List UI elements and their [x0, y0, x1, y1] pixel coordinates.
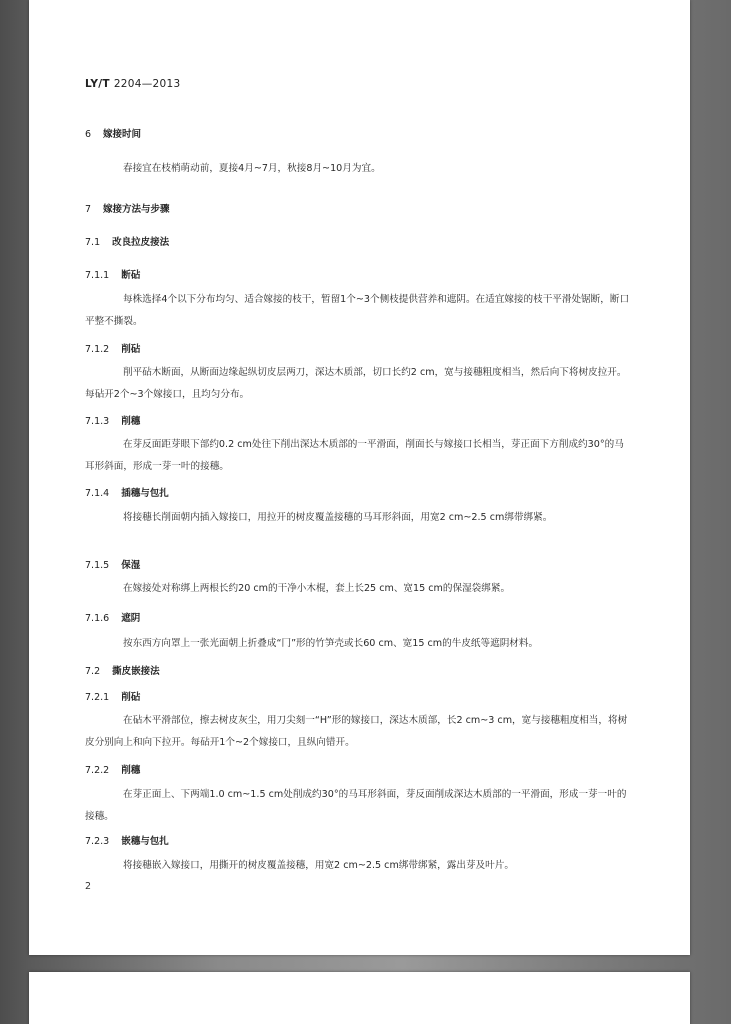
section-heading-7-1: 7.1 改良拉皮接法	[85, 237, 170, 248]
section-heading-7-1-6: 7.1.6 遮阴	[85, 613, 141, 624]
page-content	[29, 0, 690, 955]
section-heading-7-2: 7.2 撕皮嵌接法	[85, 666, 160, 677]
paragraph-7-2-3: 将接穗嵌入嫁接口，用撕开的树皮覆盖接穗，用宽2 cm~2.5 cm绑带绑紧，露出芽及叶片。	[123, 860, 514, 871]
section-heading-7-1-4: 7.1.4 插穗与包扎	[85, 488, 169, 499]
paragraph-7-1-6: 按东西方向罩上一张光面朝上折叠成“冂”形的竹笋壳或长60 cm、宽15 cm的牛皮纸等遮阴材料。	[123, 638, 539, 649]
section-heading-7-1-1: 7.1.1 断砧	[85, 270, 141, 281]
section-heading-7-1-2: 7.1.2 削砧	[85, 344, 141, 355]
section-heading-7-2-2: 7.2.2 削穗	[85, 765, 141, 776]
paragraph-7-1-3: 在芽反面距芽眼下部约0.2 cm处往下削出深达木质部的一平滑面，削面长与嫁接口长相当，芽正面下方削成约30°的马耳形斜面，形成一芽一叶的接穗。	[85, 439, 624, 472]
section-heading-7-1-3: 7.1.3 削穗	[85, 416, 141, 427]
next-document-page	[29, 972, 690, 1024]
standard-code-number: 2204—2013	[113, 78, 181, 90]
paragraph-6: 春接宜在枝梢萌动前，夏接4月~7月，秋接8月~10月为宜。	[123, 163, 381, 174]
page-number: 2	[85, 881, 92, 892]
paragraph-7-1-1: 每株选择4个以下分布均匀、适合嫁接的枝干，暂留1个~3个侧枝提供营养和遮阴。在适宜嫁接的枝干平滑处锯断，断口平整不撕裂。	[85, 294, 630, 327]
section-heading-7: 7 嫁接方法与步骤	[85, 204, 170, 215]
section-heading-7-2-1: 7.2.1 削砧	[85, 692, 141, 703]
section-heading-7-1-5: 7.1.5 保湿	[85, 560, 141, 571]
paragraph-7-1-5: 在嫁接处对称绑上两根长约20 cm的干净小木棍，套上长25 cm、宽15 cm的保湿袋绑紧。	[123, 583, 511, 594]
paragraph-7-2-1: 在砧木平滑部位，擦去树皮灰尘，用刀尖刻一“H”形的嫁接口，深达木质部，长2 cm~3 cm，宽与接穗粗度相当，将树皮分别向上和向下拉开。每砧开1个~2个嫁接口，且纵向错开。	[85, 715, 628, 748]
section-heading-7-2-3: 7.2.3 嵌穗与包扎	[85, 836, 169, 847]
standard-code-header	[85, 78, 180, 90]
standard-code-prefix: LY/T	[85, 78, 110, 90]
section-heading-6: 6 嫁接时间	[85, 129, 142, 140]
paragraph-7-1-4: 将接穗长削面朝内插入嫁接口，用拉开的树皮覆盖接穗的马耳形斜面，用宽2 cm~2.5 cm绑带绑紧。	[123, 512, 553, 523]
paragraph-7-2-2: 在芽正面上、下两端1.0 cm~1.5 cm处削成约30°的马耳形斜面，芽反面削成深达木质部的一平滑面，形成一芽一叶的接穗。	[85, 789, 627, 822]
paragraph-7-1-2: 削平砧木断面，从断面边缘起纵切皮层两刀，深达木质部，切口长约2 cm，宽与接穗粗度相当，然后向下将树皮拉开。每砧开2个~3个嫁接口，且均匀分布。	[85, 367, 627, 400]
document-page	[29, 0, 690, 955]
